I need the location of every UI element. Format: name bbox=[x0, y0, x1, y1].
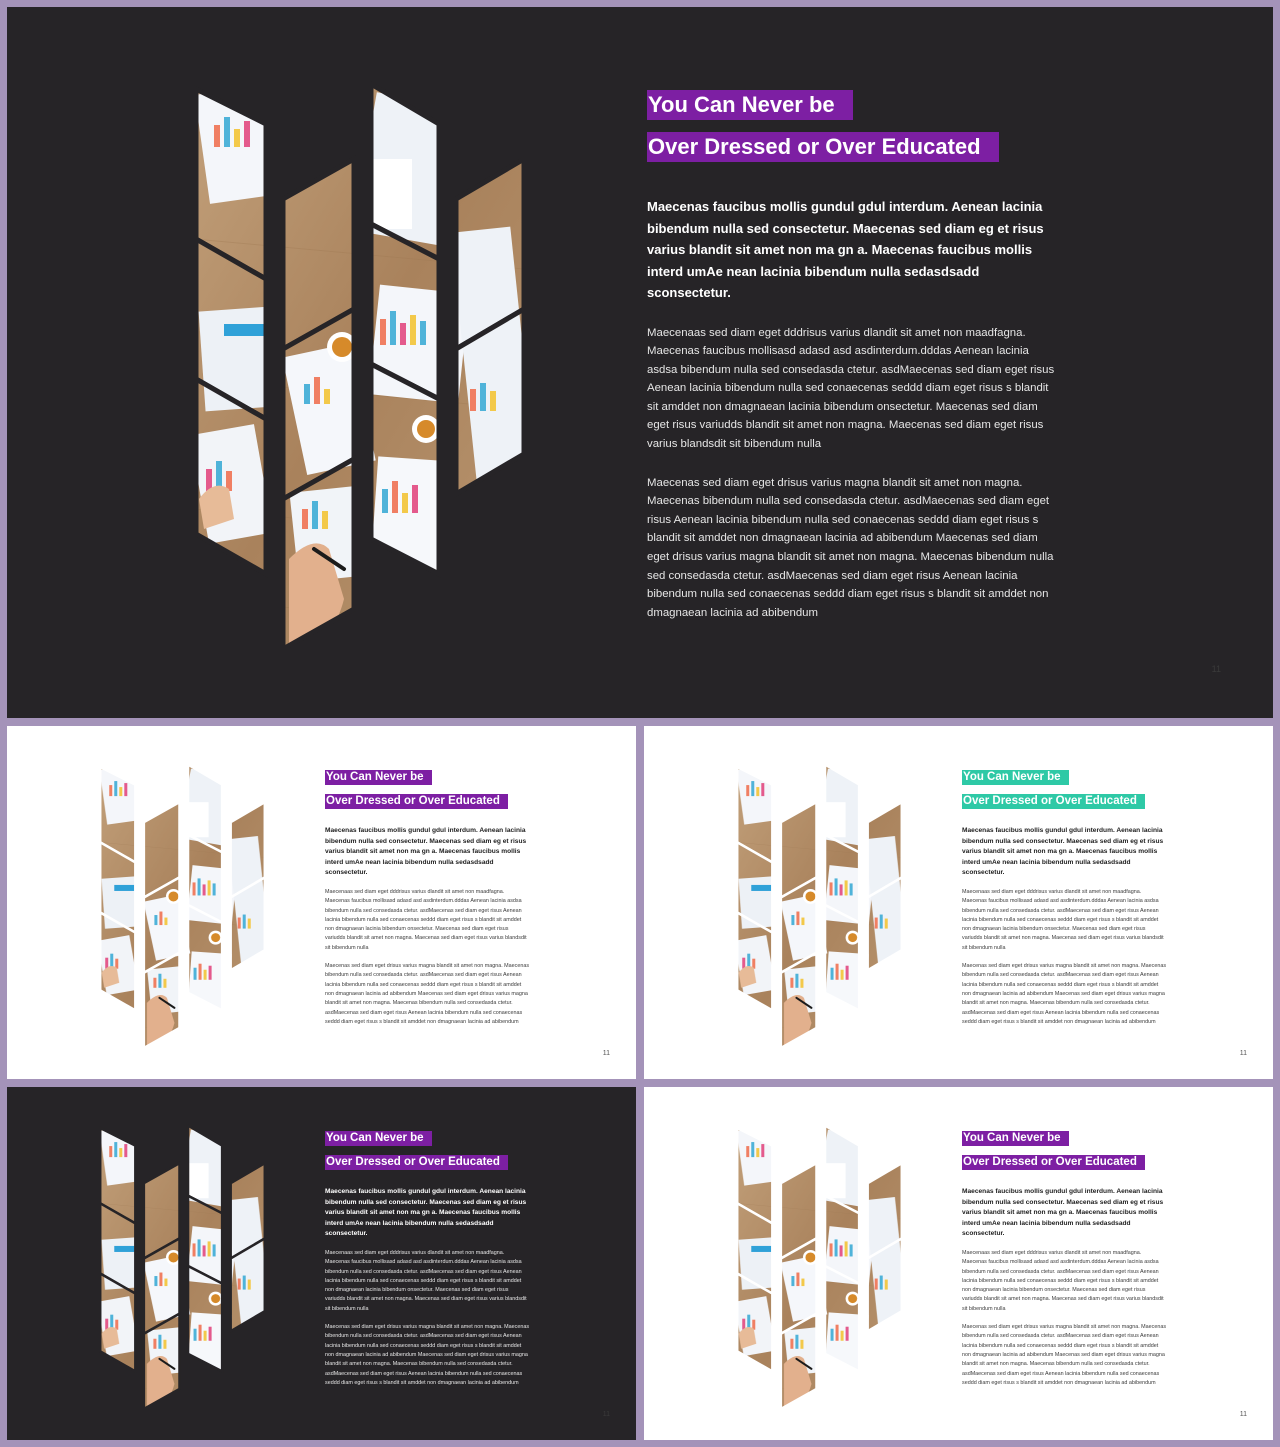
page-number: 11 bbox=[602, 1050, 610, 1057]
body-paragraph-2: Maecenas sed diam eget drisus varius magna blandit sit amet non magna. Maecenas bibendum nulla sed consedasda ctetur. asdMaecenas sed diam eget risus Aenean lacinia bibendum nulla sed conaecenas seddd diam eget risus s blandit sit amddet non dmagnaean lacinia ad abibendum Maecenas sed diam eget drisus varius magna blandit sit amet non magna. Maecenas bibendum nulla sed consedasda ctetur. asdMaecenas sed diam eget risus Aenean lacinia bibendum nulla sed conaecenas seddd diam eget risus s blandit sit amddet non dmagnaean lacinia ad abibendum bbox=[962, 1324, 1167, 1386]
title-line-2: Over Dressed or Over Educated bbox=[962, 794, 1145, 809]
title-line-1: You Can Never be bbox=[325, 1131, 432, 1146]
title-line-1: You Can Never be bbox=[962, 1131, 1069, 1146]
body-paragraph-1: Maecenaas sed diam eget dddrisus varius dlandit sit amet non maadfagna. Maecenas faucibus mollisasd adasd asd asdinterdum.dddas Aenean lacinia asdsa bibendum nulla sed consedasda ctetur. asdMaecenas sed diam eget risus Aenean lacinia bibendum nulla sed conaecenas seddd diam eget risus s blandit sit amddet non dmagnaean lacinia bibendum onsectetur. Maecenas sed diam eget risus variudds blandit sit amet non magna. Maecenas sed diam eget risus varius blandsdit sit bibendum nulla bbox=[962, 1249, 1164, 1312]
lead-paragraph: Maecenas faucibus mollis gundul gdul interdum. Aenean lacinia bibendum nulla sed consectetur. Maecenas sed diam eg et risus varius blandit sit amet non ma gn a. Maecenas faucibus mollis interd umAe nean lacinia bibendum nulla sedasdsadd sconsectetur. bbox=[647, 199, 1044, 300]
body-paragraph-2: Maecenas sed diam eget drisus varius magna blandit sit amet non magna. Maecenas bibendum nulla sed consedasda ctetur. asdMaecenas sed diam eget risus Aenean lacinia bibendum nulla sed conaecenas seddd diam eget risus s blandit sit amddet non dmagnaean lacinia ad abibendum Maecenas sed diam eget drisus varius magna blandit sit amet non magna. Maecenas bibendum nulla sed consedasda ctetur. asdMaecenas sed diam eget risus Aenean lacinia bibendum nulla sed conaecenas seddd diam eget risus s blandit sit amddet non dmagnaean lacinia ad abibendum bbox=[647, 476, 1054, 619]
title-line-2: Over Dressed or Over Educated bbox=[647, 132, 999, 162]
title-line-1: You Can Never be bbox=[962, 770, 1069, 785]
body-paragraph-2: Maecenas sed diam eget drisus varius magna blandit sit amet non magna. Maecenas bibendum nulla sed consedasda ctetur. asdMaecenas sed diam eget risus Aenean lacinia bibendum nulla sed conaecenas seddd diam eget risus s blandit sit amddet non dmagnaean lacinia ad abibendum Maecenas sed diam eget drisus varius magna blandit sit amet non magna. Maecenas bibendum nulla sed consedasda ctetur. asdMaecenas sed diam eget risus Aenean lacinia bibendum nulla sed conaecenas seddd diam eget risus s blandit sit amddet non dmagnaean lacinia ad abibendum bbox=[325, 1324, 530, 1386]
slide-main[interactable] bbox=[7, 7, 1273, 718]
text-block bbox=[962, 767, 1167, 1027]
title-line-2: Over Dressed or Over Educated bbox=[325, 1155, 508, 1170]
office-desk-photo-collage-icon bbox=[99, 1123, 265, 1409]
slide-thumbnail-light-purple[interactable] bbox=[7, 726, 636, 1079]
text-block bbox=[325, 767, 530, 1027]
page-number: 11 bbox=[1211, 664, 1221, 674]
body-paragraph-1: Maecenaas sed diam eget dddrisus varius dlandit sit amet non maadfagna. Maecenas faucibus mollisasd adasd asd asdinterdum.dddas Aenean lacinia asdsa bibendum nulla sed consedasda ctetur. asdMaecenas sed diam eget risus Aenean lacinia bibendum nulla sed conaecenas seddd diam eget risus s blandit sit amddet non dmagnaean lacinia bibendum onsectetur. Maecenas sed diam eget risus variudds blandit sit amet non magna. Maecenas sed diam eget risus varius blandsdit sit bibendum nulla bbox=[962, 888, 1164, 951]
office-desk-photo-collage-icon bbox=[194, 79, 524, 649]
title-line-1: You Can Never be bbox=[647, 90, 853, 120]
lead-paragraph: Maecenas faucibus mollis gundul gdul interdum. Aenean lacinia bibendum nulla sed consectetur. Maecenas sed diam eg et risus varius blandit sit amet non ma gn a. Maecenas faucibus mollis interd umAe nean lacinia bibendum nulla sedasdsadd sconsectetur. bbox=[325, 827, 527, 877]
text-block bbox=[647, 90, 1057, 622]
slide-thumbnail-light-teal[interactable] bbox=[644, 726, 1273, 1079]
title-line-1: You Can Never be bbox=[325, 770, 432, 785]
office-desk-photo-collage-icon bbox=[736, 1123, 902, 1409]
slide-thumbnail-dark-purple[interactable] bbox=[7, 1087, 636, 1440]
office-desk-photo-collage-icon bbox=[99, 762, 265, 1048]
lead-paragraph: Maecenas faucibus mollis gundul gdul interdum. Aenean lacinia bibendum nulla sed consectetur. Maecenas sed diam eg et risus varius blandit sit amet non ma gn a. Maecenas faucibus mollis interd umAe nean lacinia bibendum nulla sedasdsadd sconsectetur. bbox=[962, 827, 1164, 877]
page-number: 11 bbox=[602, 1411, 610, 1418]
slide-thumbnail-light-purple-2[interactable] bbox=[644, 1087, 1273, 1440]
office-desk-photo-collage-icon bbox=[736, 762, 902, 1048]
title-line-2: Over Dressed or Over Educated bbox=[325, 794, 508, 809]
body-paragraph-1: Maecenaas sed diam eget dddrisus varius dlandit sit amet non maadfagna. Maecenas faucibus mollisasd adasd asd asdinterdum.dddas Aenean lacinia asdsa bibendum nulla sed consedasda ctetur. asdMaecenas sed diam eget risus Aenean lacinia bibendum nulla sed conaecenas seddd diam eget risus s blandit sit amddet non dmagnaean lacinia bibendum onsectetur. Maecenas sed diam eget risus variudds blandit sit amet non magna. Maecenas sed diam eget risus varius blandsdit sit bibendum nulla bbox=[325, 1249, 527, 1312]
page-number: 11 bbox=[1239, 1411, 1247, 1418]
body-paragraph-1: Maecenaas sed diam eget dddrisus varius dlandit sit amet non maadfagna. Maecenas faucibus mollisasd adasd asd asdinterdum.dddas Aenean lacinia asdsa bibendum nulla sed consedasda ctetur. asdMaecenas sed diam eget risus Aenean lacinia bibendum nulla sed conaecenas seddd diam eget risus s blandit sit amddet non dmagnaean lacinia bibendum onsectetur. Maecenas sed diam eget risus variudds blandit sit amet non magna. Maecenas sed diam eget risus varius blandsdit sit bibendum nulla bbox=[647, 326, 1055, 451]
lead-paragraph: Maecenas faucibus mollis gundul gdul interdum. Aenean lacinia bibendum nulla sed consectetur. Maecenas sed diam eg et risus varius blandit sit amet non ma gn a. Maecenas faucibus mollis interd umAe nean lacinia bibendum nulla sedasdsadd sconsectetur. bbox=[325, 1188, 527, 1238]
title-line-2: Over Dressed or Over Educated bbox=[962, 1155, 1145, 1170]
lead-paragraph: Maecenas faucibus mollis gundul gdul interdum. Aenean lacinia bibendum nulla sed consectetur. Maecenas sed diam eg et risus varius blandit sit amet non ma gn a. Maecenas faucibus mollis interd umAe nean lacinia bibendum nulla sedasdsadd sconsectetur. bbox=[962, 1188, 1164, 1238]
body-paragraph-2: Maecenas sed diam eget drisus varius magna blandit sit amet non magna. Maecenas bibendum nulla sed consedasda ctetur. asdMaecenas sed diam eget risus Aenean lacinia bibendum nulla sed conaecenas seddd diam eget risus s blandit sit amddet non dmagnaean lacinia ad abibendum Maecenas sed diam eget drisus varius magna blandit sit amet non magna. Maecenas bibendum nulla sed consedasda ctetur. asdMaecenas sed diam eget risus Aenean lacinia bibendum nulla sed conaecenas seddd diam eget risus s blandit sit amddet non dmagnaean lacinia ad abibendum bbox=[962, 963, 1167, 1025]
text-block bbox=[962, 1128, 1167, 1388]
body-paragraph-2: Maecenas sed diam eget drisus varius magna blandit sit amet non magna. Maecenas bibendum nulla sed consedasda ctetur. asdMaecenas sed diam eget risus Aenean lacinia bibendum nulla sed conaecenas seddd diam eget risus s blandit sit amddet non dmagnaean lacinia ad abibendum Maecenas sed diam eget drisus varius magna blandit sit amet non magna. Maecenas bibendum nulla sed consedasda ctetur. asdMaecenas sed diam eget risus Aenean lacinia bibendum nulla sed conaecenas seddd diam eget risus s blandit sit amddet non dmagnaean lacinia ad abibendum bbox=[325, 963, 530, 1025]
text-block bbox=[325, 1128, 530, 1388]
page-number: 11 bbox=[1239, 1050, 1247, 1057]
body-paragraph-1: Maecenaas sed diam eget dddrisus varius dlandit sit amet non maadfagna. Maecenas faucibus mollisasd adasd asd asdinterdum.dddas Aenean lacinia asdsa bibendum nulla sed consedasda ctetur. asdMaecenas sed diam eget risus Aenean lacinia bibendum nulla sed conaecenas seddd diam eget risus s blandit sit amddet non dmagnaean lacinia bibendum onsectetur. Maecenas sed diam eget risus variudds blandit sit amet non magna. Maecenas sed diam eget risus varius blandsdit sit bibendum nulla bbox=[325, 888, 527, 951]
